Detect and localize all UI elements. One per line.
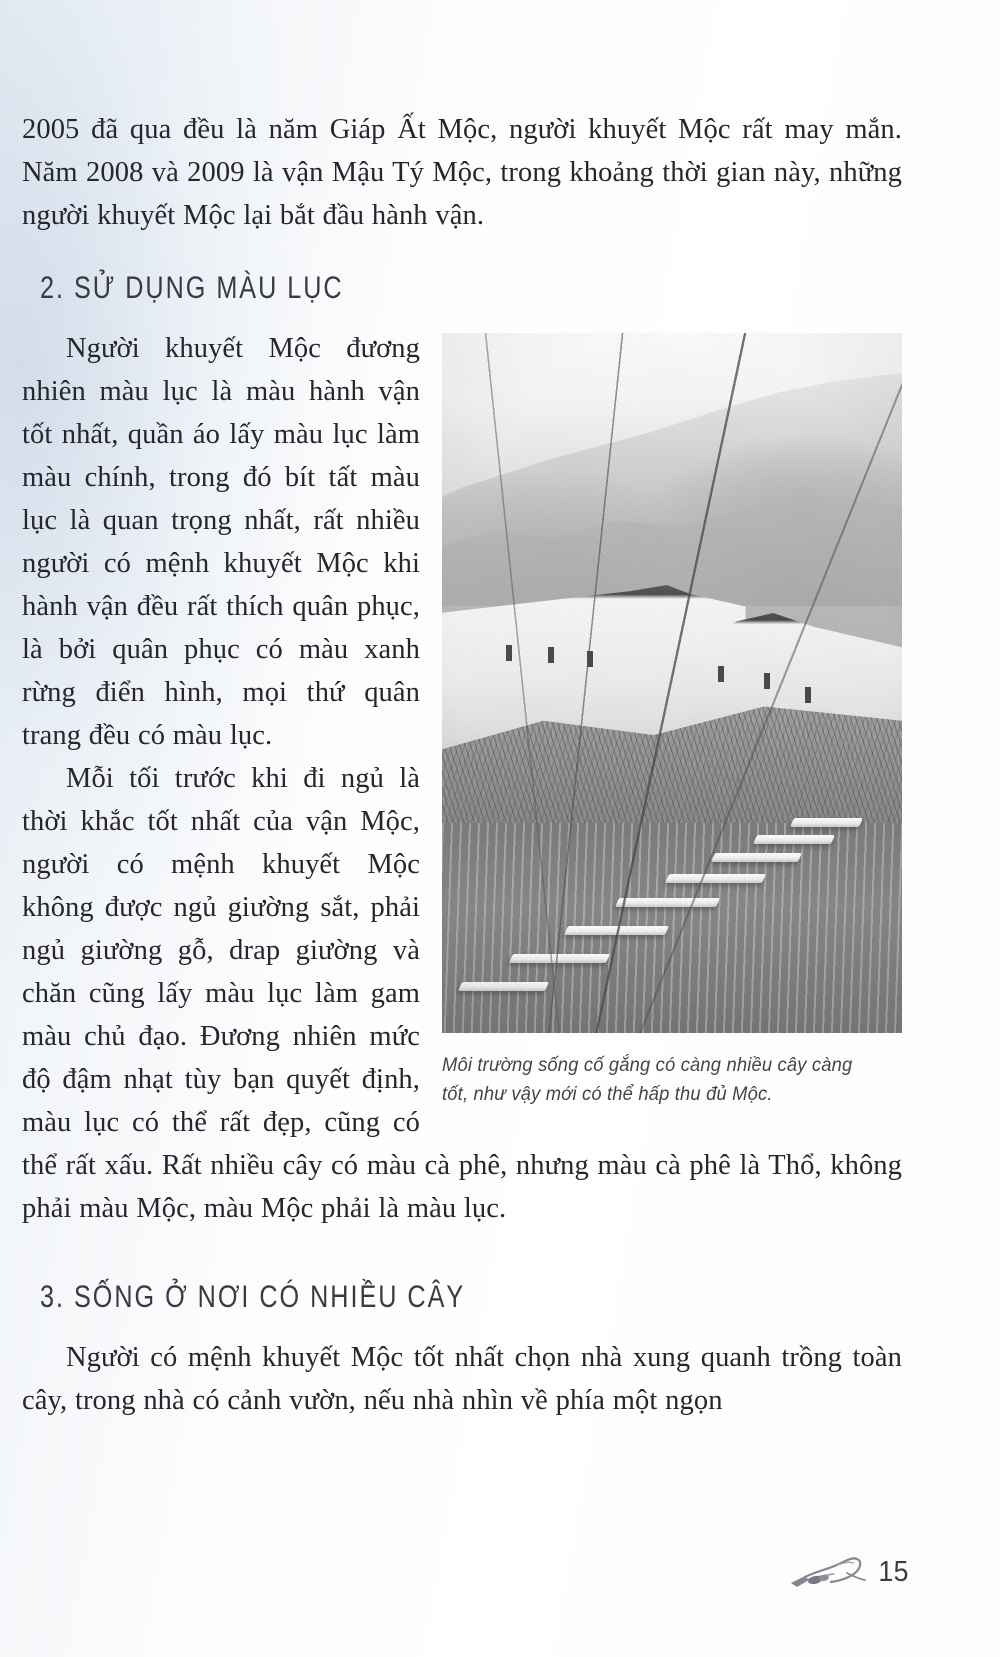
photo-window <box>718 666 724 682</box>
photo-stepping-stone <box>509 954 610 963</box>
page-number: 15 <box>878 1555 909 1588</box>
photo-window <box>548 647 554 663</box>
section2-paragraph-1: Người khuyết Mộc đương nhiên màu lục là màu hành vận tốt nhất, quần áo lấy màu lục làm màu chính, trong đó bít tất màu lục là quan trọng nhất, rất nhiều người có mệnh khuyết Mộc khi hành vận đều rất thích quân phục, là bởi quân phục có màu xanh rừng điển hình, mọi thứ quân trang đều có màu lục. <box>22 333 420 751</box>
photo-window <box>587 651 593 667</box>
page-content <box>22 108 902 1422</box>
section3-paragraph-1: Người có mệnh khuyết Mộc tốt nhất chọn nhà xung quanh trồng toàn cây, trong nhà có cảnh vườn, nếu nhà nhìn về phía một ngọn <box>22 1342 902 1416</box>
photo-window <box>764 673 770 689</box>
village-river-photo <box>442 333 902 1033</box>
photo-stepping-stone <box>564 926 669 935</box>
brush-ornament-icon <box>787 1549 873 1595</box>
section-heading-3: 3. SỐNG Ở NƠI CÓ NHIỀU CÂY <box>40 1279 466 1314</box>
figure-caption: Môi trường sống cố gắng có càng nhiều cây càng tốt, như vậy mới có thể hấp thu đủ Mộc. <box>442 1054 853 1105</box>
photo-window <box>506 645 512 661</box>
photo-stepping-stone <box>458 982 549 991</box>
intro-block <box>22 108 902 237</box>
photo-stepping-stone <box>711 853 802 862</box>
photo-window <box>805 687 811 703</box>
page-footer <box>787 1549 910 1595</box>
photo-river <box>442 823 902 1033</box>
figure-village-river <box>442 333 902 1109</box>
photo-stepping-stone <box>790 818 863 827</box>
intro-paragraph: 2005 đã qua đều là năm Giáp Ất Mộc, người khuyết Mộc rất may mắn. Năm 2008 và 2009 là vận Mậu Tý Mộc, trong khoảng thời gian này, những người khuyết Mộc lại bắt đầu hành vận. <box>22 114 902 231</box>
photo-stepping-stone <box>615 898 720 907</box>
photo-stepping-stone <box>753 835 835 844</box>
photo-stepping-stone <box>665 874 766 883</box>
section2-paragraph-2: Mỗi tối trước khi đi ngủ là thời khắc tốt nhất của vận Mộc, người có mệnh khuyết Mộc không được ngủ giường sắt, phải ngủ giường gỗ, drap giường và chăn cũng lấy màu lục làm gam màu chủ đạo. Đương nhiên mức độ đậm nhạt tùy bạn quyết định, màu lục có thể rất đẹp, cũng có thể rất xấu. Rất nhiều cây có màu cà phê, nhưng màu cà phê là Thổ, không phải màu Mộc, màu Mộc phải là màu lục. <box>22 763 902 1224</box>
section-heading-2: 2. SỬ DỤNG MÀU LỤC <box>40 270 344 305</box>
